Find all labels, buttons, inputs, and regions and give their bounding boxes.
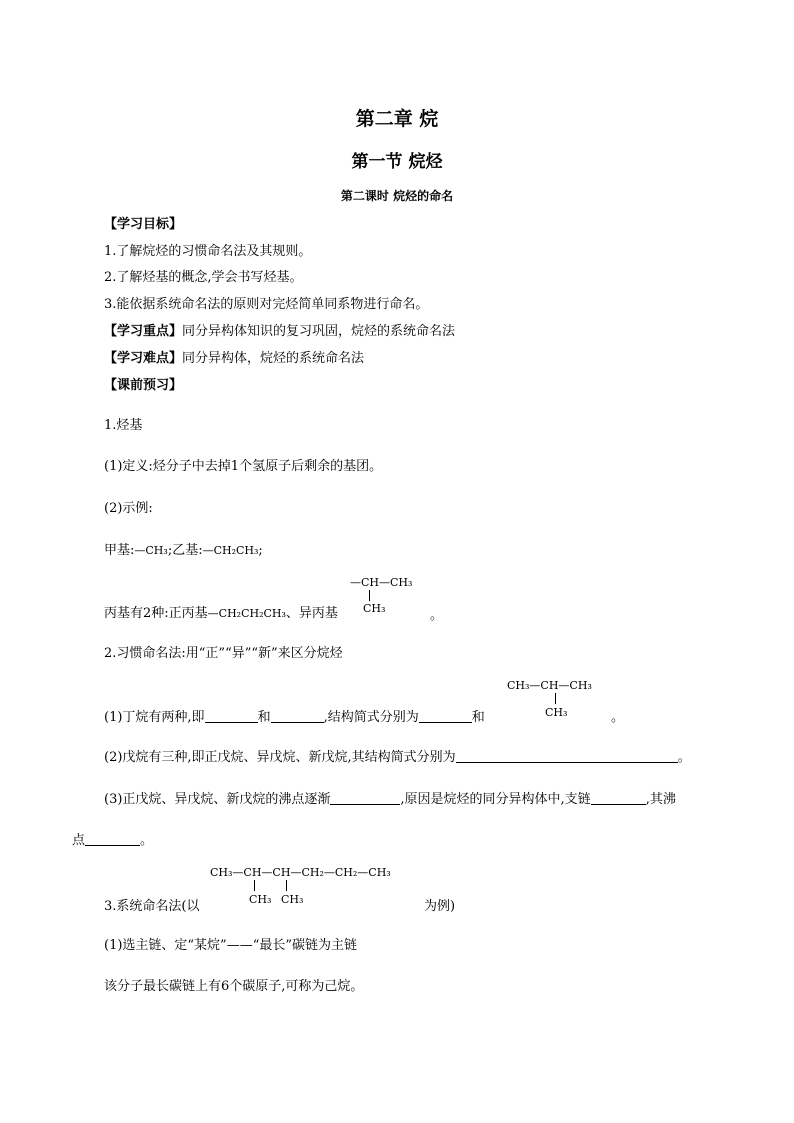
- example-bond-2: [286, 880, 287, 891]
- q1-text-c: ,结构简式分别为: [323, 710, 419, 725]
- propyl-label: 丙基有2种:正丙基: [104, 606, 208, 621]
- answer-blank[interactable]: [591, 791, 646, 805]
- section-title: 第一节 烷烃: [351, 152, 443, 172]
- keypoint-text: 同分异构体知识的复习巩固，烷烃的系统命名法: [182, 324, 456, 339]
- q3-end: 。: [140, 833, 154, 848]
- lesson-title: 第二课时 烷烃的命名: [340, 189, 454, 203]
- q3-text-d: 点: [72, 833, 86, 848]
- s3-step1-note: 该分子最长碳链上有6个碳原子,可称为己烷。: [104, 979, 364, 994]
- s2-q3-cont: [72, 829, 153, 848]
- q1-text-d: 和: [471, 710, 485, 725]
- methyl-formula: —CH₃: [134, 544, 168, 557]
- s2-q1: [104, 706, 485, 725]
- preview-label: 【课前预习】: [104, 378, 183, 393]
- objectives-label: 【学习目标】: [104, 217, 183, 232]
- isopropyl-structure-top: —CH—CH₃: [350, 576, 413, 589]
- difficulty-text: 同分异构体，烷烃的系统命名法: [182, 351, 365, 366]
- separator: ;: [258, 543, 263, 558]
- difficulty-label: 【学习难点】: [104, 351, 183, 366]
- example-structure-branch-1: CH₃: [249, 893, 272, 906]
- butane-bond: [555, 693, 556, 704]
- s2-q3: [104, 788, 676, 807]
- answer-blank[interactable]: [330, 791, 400, 805]
- s1-title: 1.烃基: [104, 418, 143, 433]
- keypoint-line: [104, 320, 455, 339]
- q1-text-a: (1)丁烷有两种,即: [104, 710, 205, 725]
- answer-blank[interactable]: [271, 709, 324, 723]
- objective-item: 2.了解烃基的概念,学会书写烃基。: [104, 270, 303, 285]
- isopropyl-structure-bottom: CH₃: [363, 602, 386, 615]
- isopropyl-label: 、异丙基: [285, 606, 338, 621]
- keypoint-label: 【学习重点】: [104, 324, 183, 339]
- example-bond-1: [254, 880, 255, 891]
- s3-title: 3.系统命名法(以: [104, 899, 200, 914]
- answer-blank[interactable]: [419, 709, 472, 723]
- q2-text: (2)戊烷有三种,即正戊烷、异戊烷、新戊烷,其结构简式分别为: [104, 750, 456, 765]
- s1-propyl-end: 。: [430, 608, 444, 623]
- answer-blank[interactable]: [85, 832, 140, 846]
- example-structure-branch-2: CH₃: [281, 893, 304, 906]
- q3-text-a: (3)正戊烷、异戊烷、新戊烷的沸点逐渐: [104, 792, 331, 807]
- s1-propyl-line: [104, 602, 338, 621]
- objective-item: 3.能依据系统命名法的原则对完烃简单同系物进行命名。: [104, 297, 429, 312]
- methyl-label: 甲基:: [104, 543, 135, 558]
- q3-text-b: ,原因是烷烃的同分异构体中,支链: [400, 792, 591, 807]
- butane-structure-top: CH₃—CH—CH₃: [507, 679, 592, 692]
- q1-text-b: 和: [257, 710, 271, 725]
- s3-step1: (1)选主链、定“某烷”——“最长”碳链为主链: [104, 938, 357, 953]
- butane-structure-bottom: CH₃: [545, 706, 568, 719]
- s1-methyl-ethyl: [104, 539, 263, 558]
- s2-q1-end: 。: [611, 710, 625, 725]
- objective-item: 1.了解烷烃的习惯命名法及其规则。: [104, 244, 312, 259]
- answer-blank[interactable]: [205, 709, 258, 723]
- chapter-title: 第二章 烷: [355, 108, 439, 130]
- s2-q2: [104, 746, 691, 765]
- isopropyl-bond: [369, 590, 370, 601]
- q3-text-c: ,其沸: [645, 792, 676, 807]
- s2-title: 2.习惯命名法:用“正”“异”“新”来区分烷烃: [104, 646, 343, 661]
- ethyl-label: ;乙基:: [167, 543, 203, 558]
- q2-end: 。: [677, 750, 691, 765]
- s1-definition: (1)定义:烃分子中去掉1个氢原子后剩余的基团。: [104, 459, 383, 474]
- example-structure-top: CH₃—CH—CH—CH₂—CH₂—CH₃: [210, 866, 391, 879]
- n-propyl-formula: —CH₂CH₂CH₃: [207, 607, 286, 620]
- ethyl-formula: —CH₂CH₃: [202, 544, 259, 557]
- s1-example: (2)示例:: [104, 501, 153, 516]
- answer-blank[interactable]: [456, 749, 678, 763]
- difficulty-line: [104, 347, 364, 366]
- s3-title-end: 为例): [424, 899, 456, 914]
